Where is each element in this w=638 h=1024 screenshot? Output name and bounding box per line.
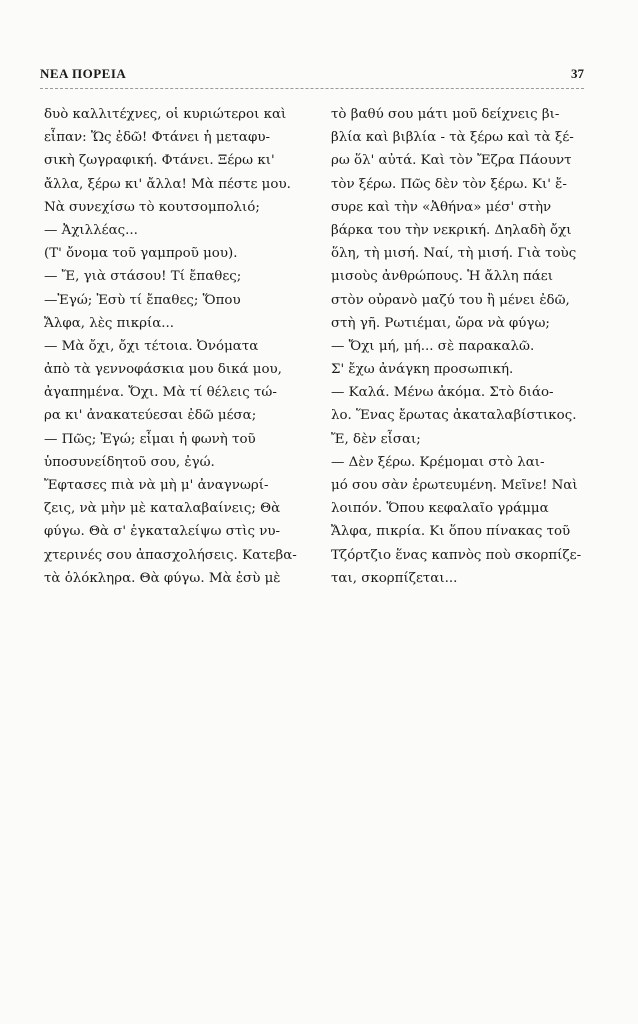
right-column (331, 103, 585, 590)
text-line: λοιπόν. Ὅπου κεφαλαῖο γράμμα (331, 501, 549, 517)
text-line: εἶπαν: Ὥς ἐδῶ! Φτάνει ἡ μεταφυ- (44, 130, 270, 146)
text-line: — Ἔ, γιὰ στάσου! Τί ἔπαθες; (44, 269, 242, 285)
text-line: ρα κι' ἀνακατεύεσαι ἐδῶ μέσα; (44, 408, 257, 424)
text-line: — Καλά. Μένω ἀκόμα. Στὸ διάο- (331, 385, 554, 401)
text-line: λο. Ἕνας ἔρωτας ἀκαταλαβίστικος. (331, 408, 577, 424)
text-line: στὴ γῆ. Ρωτιέμαι, ὥρα νὰ φύγω; (331, 315, 550, 331)
text-line: ζεις, νὰ μὴν μὲ καταλαβαίνεις; Θὰ (44, 501, 281, 517)
header-rule (40, 88, 584, 89)
text-line: (Τ' ὄνομα τοῦ γαμπροῦ μου). (44, 246, 238, 262)
text-line: ἀγαπημένα. Ὄχι. Μὰ τί θέλεις τώ- (44, 385, 277, 401)
text-line: χτερινές σου ἀπασχολήσεις. Κατεβα- (44, 547, 297, 563)
text-line: Ἄλφα, πικρία. Κι ὅπου πίνακας τοῦ (331, 524, 571, 540)
text-line: φύγω. Θὰ σ' ἐγκαταλείψω στὶς νυ- (44, 524, 281, 540)
text-line: δυὸ καλλιτέχνες, οἱ κυριώτεροι καὶ (44, 107, 287, 122)
text-line: μό σου σὰν ἐρωτευμένη. Μεῖνε! Ναὶ (331, 478, 578, 493)
text-line: — Πῶς; Ἐγώ; εἶμαι ἡ φωνὴ τοῦ (44, 431, 256, 447)
text-line: ρω ὅλ' αὐτά. Καὶ τὸν Ἔζρα Πάουντ (331, 153, 572, 169)
text-line: Νὰ συνεχίσω τὸ κουτσομπολιό; (44, 199, 260, 215)
text-line: τὸ βαθύ σου μάτι μοῦ δείχνεις βι- (331, 107, 560, 122)
text-line: βλία καὶ βιβλία - τὰ ξέρω καὶ τὰ ξέ- (331, 130, 574, 146)
text-line: ὑποσυνείδητοῦ σου, ἐγώ. (44, 454, 215, 470)
left-column (44, 103, 306, 590)
text-line: Ἔ, δὲν εἶσαι; (331, 431, 421, 447)
text-line: ὅλη, τὴ μισή. Ναί, τὴ μισή. Γιὰ τοὺς (331, 246, 577, 262)
journal-title: ΝΕΑ ΠΟΡΕΙΑ (40, 66, 127, 81)
text-line: ἄλλα, ξέρω κι' ἄλλα! Μὰ πέστε μου. (44, 176, 291, 192)
text-line: — Δὲν ξέρω. Κρέμομαι στὸ λαι- (331, 454, 545, 470)
text-line: τὰ ὁλόκληρα. Θὰ φύγω. Μὰ ἐσὺ μὲ (44, 570, 281, 586)
text-line: —Ἐγώ; Ἐσὺ τί ἔπαθες; Ὅπου (44, 292, 241, 308)
text-line: ἀπὸ τὰ γεννοφάσκια μου δικά μου, (44, 362, 282, 378)
text-line: — Ἀχιλλέας... (44, 222, 138, 238)
text-line: Ἄλφα, λὲς πικρία... (44, 315, 175, 331)
text-line: — Μὰ ὄχι, ὄχι τέτοια. Ὀνόματα (44, 338, 259, 354)
text-line: μισοὺς ἀνθρώπους. Ἡ ἄλλη πάει (331, 269, 553, 285)
text-line: σικὴ ζωγραφική. Φτάνει. Ξέρω κι' (44, 153, 275, 169)
text-line: στὸν οὐρανὸ μαζύ του ἢ μένει ἐδῶ, (331, 292, 570, 308)
running-header (40, 66, 584, 86)
text-line: ται, σκορπίζεται... (331, 570, 458, 586)
text-line: Σ' ἔχω ἀνάγκη προσωπική. (331, 362, 514, 378)
text-line: Ἔφτασες πιὰ νὰ μὴ μ' ἀναγνωρί- (44, 478, 269, 493)
text-line: — Ὄχι μή, μή... σὲ παρακαλῶ. (331, 338, 535, 354)
text-line: βάρκα του τὴν νεκρική. Δηλαδὴ ὄχι (331, 222, 572, 238)
page-number: 37 (571, 66, 584, 81)
text-line: συρε καὶ τὴν «Ἀθήνα» μέσ' στὴν (331, 199, 552, 215)
text-line: τὸν ξέρω. Πῶς δὲν τὸν ξέρω. Κι' ἔ- (331, 176, 567, 192)
text-line: Τζόρτζιο ἕνας καπνὸς ποὺ σκορπίζε- (331, 547, 582, 563)
